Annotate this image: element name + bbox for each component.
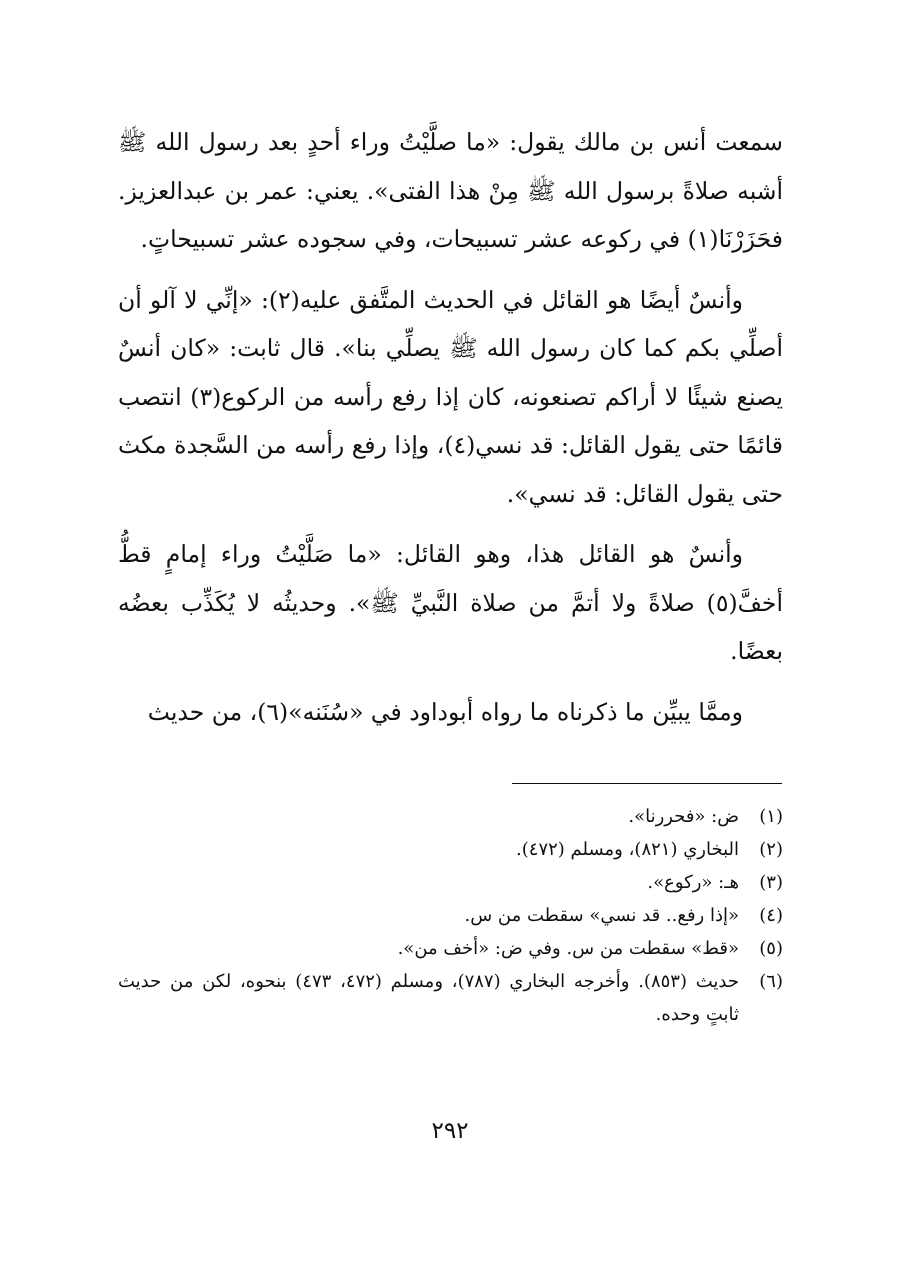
paragraph-3: وأنسٌ هو القائل هذا، وهو القائل: «ما صَلَّيْتُ وراء إمامٍ قطُّ أخفَّ(٥) صلاةً ولا أتمَّ من صلاة النَّبيِّ ﷺ». وحديثُه لا يُكَذِّب بعضُه بعضًا. <box>118 540 783 665</box>
footnote-text: «قط» سقطت من س. وفي ض: «أخف من». <box>397 938 739 959</box>
footnote-number: (٥) <box>759 938 783 959</box>
footnotes <box>118 800 783 1031</box>
footnote-5 <box>118 932 783 965</box>
footnote-4 <box>118 899 783 932</box>
footnote-number: (٢) <box>759 839 783 860</box>
footnote-number: (٤) <box>759 905 783 926</box>
paragraph-1: سمعت أنس بن مالك يقول: «ما صلَّيْتُ وراء أحدٍ بعد رسول الله ﷺ أشبه صلاةً برسول الله ﷺ مِنْ هذا الفتى». يعني: عمر بن عبدالعزيز. فحَزَرْنَا(١) في ركوعه عشر تسبيحات، وفي سجوده عشر تسبيحاتٍ. <box>118 128 783 253</box>
footnote-text: هـ: «ركوع». <box>647 872 739 893</box>
footnote-3 <box>118 866 783 899</box>
footnote-number: (١) <box>759 806 783 827</box>
footnote-6 <box>118 965 783 1031</box>
footnote-text: البخاري (٨٢١)، ومسلم (٤٧٢). <box>516 839 739 860</box>
footnote-divider <box>512 783 782 784</box>
footnote-text: حديث (٨٥٣). وأخرجه البخاري (٧٨٧)، ومسلم (٤٧٢، ٤٧٣) بنحوه، لكن من حديث ثابتٍ وحده. <box>118 971 739 1025</box>
paragraph-2: وأنسٌ أيضًا هو القائل في الحديث المتَّفق عليه(٢): «إنِّي لا آلو أن أصلِّي بكم كما كان رسول الله ﷺ يصلِّي بنا». قال ثابت: «كان أنسٌ يصنع شيئًا لا أراكم تصنعونه، كان إذا رفع رأسه من الركوع(٣) انتصب قائمًا حتى يقول القائل: قد نسي(٤)، وإذا رفع رأسه من السَّجدة مكث حتى يقول القائل: قد نسي». <box>118 285 783 508</box>
page-number: ٢٩٢ <box>431 1118 469 1144</box>
footnote-text: ض: «فحررنا». <box>628 806 739 827</box>
footnote-1 <box>118 800 783 833</box>
footnote-number: (٦) <box>759 971 783 992</box>
main-text <box>118 118 783 736</box>
footnote-number: (٣) <box>759 872 783 893</box>
page-body <box>118 118 783 748</box>
footnote-2 <box>118 833 783 866</box>
footnote-text: «إذا رفع.. قد نسي» سقطت من س. <box>464 905 739 926</box>
paragraph-4: وممَّا يبيِّن ما ذكرناه ما رواه أبوداود في «سُنَنه»(٦)، من حديث <box>147 697 743 726</box>
